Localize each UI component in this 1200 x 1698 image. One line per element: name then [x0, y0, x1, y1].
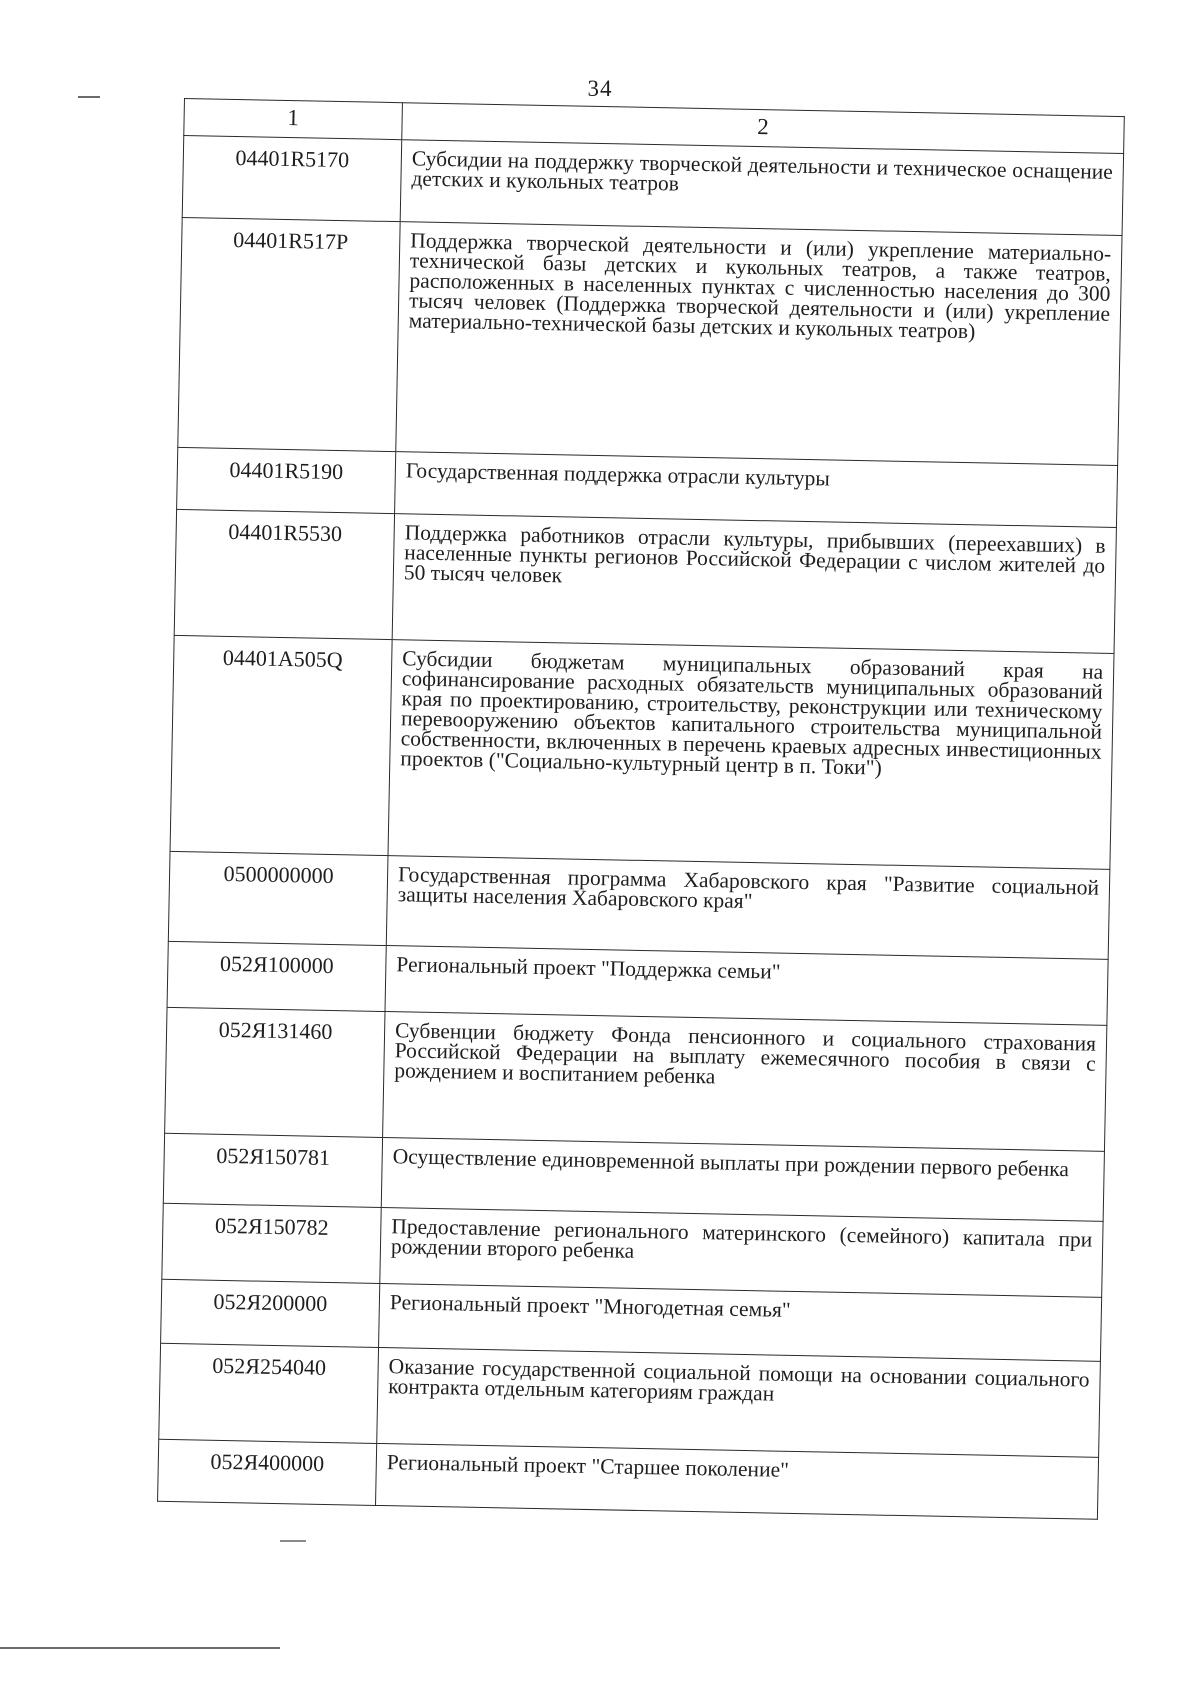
page-number: 34 — [587, 76, 613, 101]
row-name: Осуществление единовременной выплаты при рождении первого ребенка — [381, 1138, 1104, 1222]
row-name: Государственная поддержка отрасли культуры — [395, 452, 1118, 528]
row-code: 04401A505Q — [170, 635, 392, 855]
row-code: 052Я100000 — [167, 941, 386, 1011]
table-row — [170, 635, 1114, 869]
row-name: Субсидии бюджетам муниципальных образований края на софинансирование расходных обязательств муниципальных образований края по проектированию, строительству, реконструкции или техническому перевооружению объектов капитального строительства муниципальной собственности, включенных в перечень краевых адресных инвестиционных проектов ("Социально-культурный центр в п. Токи") — [388, 640, 1114, 870]
row-name: Государственная программа Хабаровского края "Развитие социальной защиты населения Хабаровского края" — [386, 856, 1110, 960]
table-row — [159, 1343, 1101, 1457]
row-name: Поддержка творческой деятельности и (или) укрепление материально-технической базы детских и кукольных театров, а также театров, расположенных в населенных пунктах с численностью населения до 300 тысяч человек (Поддержка творческой деятельности и (или) укрепление материально-технической базы детских и кукольных театров) — [396, 222, 1122, 466]
row-code: 04401R5530 — [174, 509, 394, 639]
row-name: Субсидии на поддержку творческой деятельности и техническое оснащение детских и кукольных театров — [400, 140, 1123, 236]
column-header-name: 2 — [402, 103, 1125, 154]
table-row — [174, 509, 1116, 653]
row-code: 052Я150782 — [162, 1203, 381, 1283]
row-code: 04401R517P — [178, 217, 400, 451]
row-name: Субвенции бюджету Фонда пенсионного и социального страхования Российской Федерации на выплату ежемесячного пособия в связи с рождением и воспитанием ребенка — [383, 1012, 1107, 1152]
row-name: Региональный проект "Старшее поколение" — [376, 1443, 1099, 1519]
row-code: 04401R5190 — [177, 447, 396, 513]
row-code: 052Я254040 — [159, 1343, 379, 1443]
scan-mark-top-left — [78, 96, 100, 98]
column-header-code: 1 — [184, 99, 403, 140]
row-name: Региональный проект "Многодетная семья" — [379, 1283, 1102, 1361]
row-code: 052Я200000 — [161, 1279, 380, 1347]
row-code: 0500000000 — [168, 851, 388, 945]
row-name: Поддержка работников отрасли культуры, прибывших (переехавших) в населенные пункты регионов Российской Федерации с числом жителей до 50 тысяч человек — [392, 514, 1116, 654]
scan-mark-bottom-left — [0, 1647, 280, 1649]
row-name: Предоставление регионального материнского (семейного) капитала при рождении второго ребенка — [380, 1207, 1103, 1297]
row-code: 052Я150781 — [163, 1133, 382, 1207]
scan-mark-under-table — [280, 1540, 306, 1542]
table-row — [165, 1007, 1107, 1151]
row-name: Региональный проект "Поддержка семьи" — [385, 946, 1108, 1026]
row-code: 052Я400000 — [158, 1439, 377, 1505]
row-name: Оказание государственной социальной помощи на основании социального контракта отдельным категориям граждан — [377, 1347, 1101, 1457]
row-code: 052Я131460 — [165, 1007, 385, 1137]
budget-table-container — [157, 98, 1124, 1520]
row-code: 04401R5170 — [182, 136, 402, 222]
budget-codes-table — [157, 98, 1125, 1520]
table-row — [178, 217, 1122, 465]
